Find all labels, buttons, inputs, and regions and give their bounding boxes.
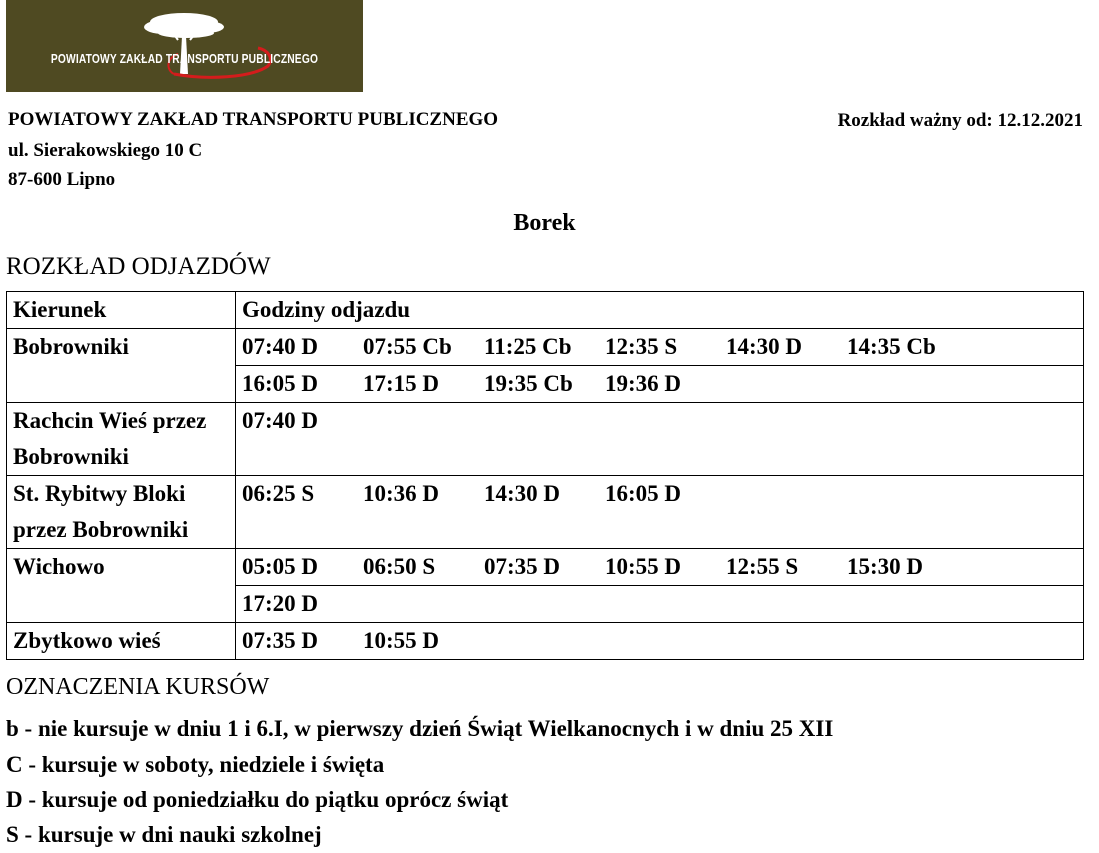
departure-time: 19:36 D	[605, 371, 682, 396]
table-header-row	[7, 292, 1084, 329]
direction-cell: St. Rybitwy Bloki przez Bobrowniki	[7, 476, 236, 549]
table-row	[7, 329, 1084, 366]
table-row	[7, 403, 1084, 476]
departure-time: 10:36 D	[363, 481, 440, 506]
departure-time: 16:05 D	[605, 481, 682, 506]
departure-time: 07:40 D	[242, 334, 319, 359]
tree-icon	[6, 0, 363, 92]
departure-time: 16:05 D	[242, 371, 319, 396]
timetable	[6, 291, 1084, 660]
legend-item-b: b - nie kursuje w dniu 1 i 6.I, w pierwszy dzień Świąt Wielkanocnych i w dniu 25 XII	[6, 716, 834, 741]
departure-time: 11:25 Cb	[484, 334, 572, 359]
departure-time: 06:50 S	[363, 554, 436, 579]
col-direction-header: Kierunek	[7, 292, 236, 329]
legend-item-c: C - kursuje w soboty, niedziele i święta	[6, 752, 385, 777]
departure-time: 14:30 D	[726, 334, 803, 359]
company-logo	[6, 0, 363, 92]
departure-time: 12:35 S	[605, 334, 678, 359]
col-times-header: Godziny odjazdu	[236, 292, 1084, 329]
times-cell	[236, 549, 1084, 586]
legend-title: OZNACZENIA KURSÓW	[6, 674, 270, 700]
departure-time: 10:55 D	[605, 554, 682, 579]
departure-time: 15:30 D	[847, 554, 924, 579]
departure-time: 05:05 D	[242, 554, 319, 579]
departure-time: 12:55 S	[726, 554, 799, 579]
logo-text: POWIATOWY ZAKŁAD TRANSPORTU PUBLICZNEGO	[50, 52, 319, 66]
times-cell	[236, 366, 1084, 403]
company-name: POWIATOWY ZAKŁAD TRANSPORTU PUBLICZNEGO	[8, 109, 499, 130]
company-street: ul. Sierakowskiego 10 C	[8, 140, 203, 161]
departure-time: 14:35 Cb	[847, 334, 936, 359]
section-title: ROZKŁAD ODJAZDÓW	[6, 253, 271, 280]
departure-time: 07:35 D	[484, 554, 561, 579]
times-cell	[236, 476, 1084, 549]
departure-time: 06:25 S	[242, 481, 315, 506]
departure-time: 17:15 D	[363, 371, 440, 396]
departure-time: 07:35 D	[242, 628, 319, 653]
direction-cell: Wichowo	[7, 549, 236, 623]
departure-time: 10:55 D	[363, 628, 440, 653]
table-row	[7, 549, 1084, 586]
times-cell	[236, 586, 1084, 623]
table-row	[7, 476, 1084, 549]
departure-time: 07:40 D	[242, 408, 319, 433]
company-city: 87-600 Lipno	[8, 169, 116, 190]
departure-time: 14:30 D	[484, 481, 561, 506]
times-cell	[236, 623, 1084, 660]
times-cell	[236, 403, 1084, 476]
direction-cell: Rachcin Wieś przez Bobrowniki	[7, 403, 236, 476]
stop-name: Borek	[513, 210, 576, 236]
times-cell	[236, 329, 1084, 366]
legend-item-d: D - kursuje od poniedziałku do piątku oprócz świąt	[6, 787, 509, 812]
departure-time: 19:35 Cb	[484, 371, 573, 396]
direction-cell: Bobrowniki	[7, 329, 236, 403]
direction-cell: Zbytkowo wieś	[7, 623, 236, 660]
valid-from: Rozkład ważny od: 12.12.2021	[837, 110, 1083, 131]
table-row	[7, 623, 1084, 660]
departure-time: 07:55 Cb	[363, 334, 452, 359]
legend-item-s: S - kursuje w dni nauki szkolnej	[6, 822, 322, 847]
departure-time: 17:20 D	[242, 591, 319, 616]
